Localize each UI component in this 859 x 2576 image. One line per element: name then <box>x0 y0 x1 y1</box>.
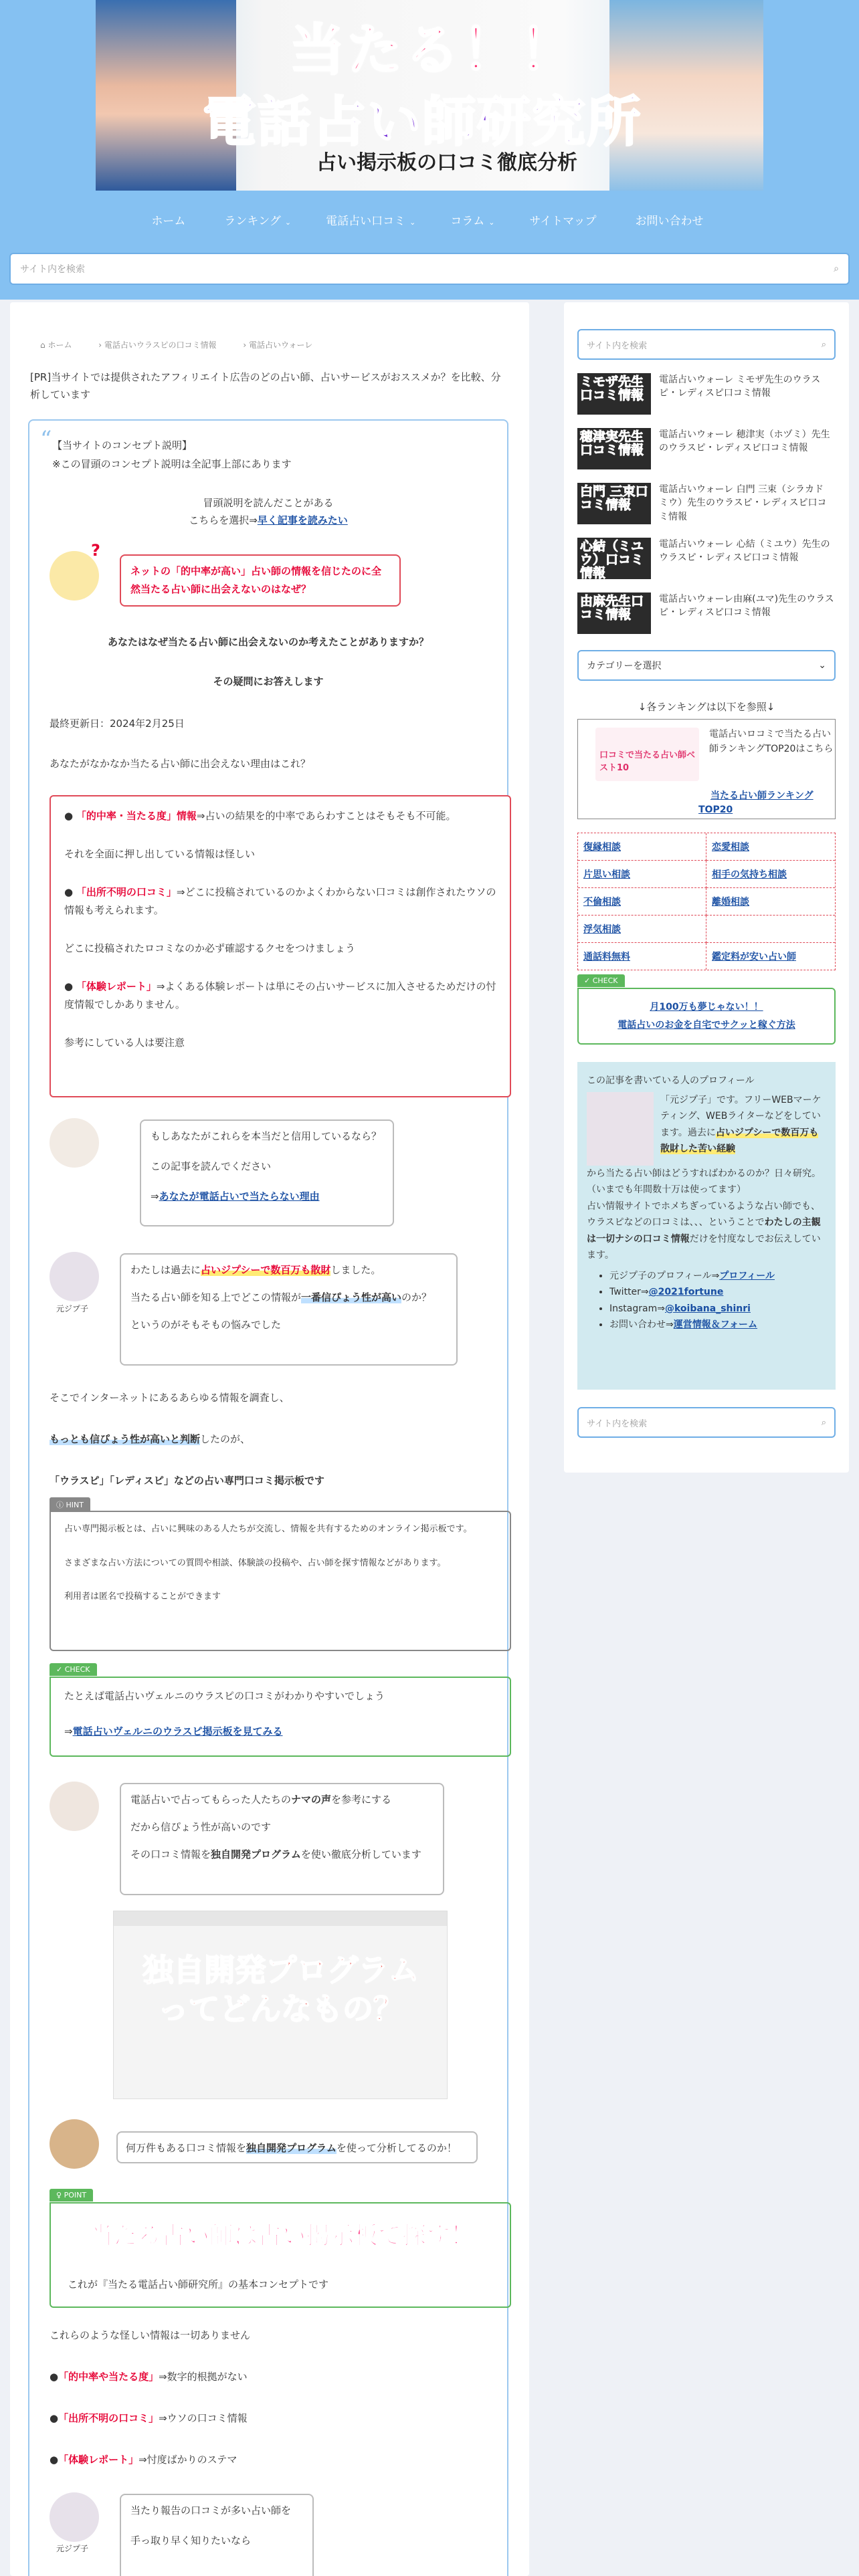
profile-title: この記事を書いている人のプロフィール <box>587 1075 755 1087</box>
quote-icon: “ <box>40 426 52 453</box>
cat-uwaki[interactable]: 浮気相談 <box>583 924 621 935</box>
cat-renai[interactable]: 恋愛相談 <box>712 842 749 853</box>
skip-link[interactable]: 早く記事を読みたい <box>257 514 348 526</box>
check-link-1[interactable]: 月100万も夢じゃない！！ <box>650 1002 763 1012</box>
chevron-down-icon: ⌄ <box>488 218 495 227</box>
skip-line: こちらを選択⇒早く記事を読みたい <box>189 514 348 526</box>
cat-cheap[interactable]: 鑑定料が安い占い師 <box>712 952 796 962</box>
ranking-box <box>577 719 836 819</box>
program-image <box>113 1911 448 2099</box>
pr-notice: [PR]当サイトでは提供されたアフィリエイト広告のどの占い師、占いサービスがおススメか？を比較、分析しています <box>30 371 501 401</box>
check-box: たとえば電話占いヴェルニのウラスピの口コミがわかりやすいでしょう ⇒電話占いヴェルニのウラスピ掲示板を見てみる <box>50 1677 511 1757</box>
updated-date: 最終更新日：2024年2月25日 <box>50 718 185 730</box>
sidebar-article-3[interactable]: 白門 三束口コミ情報 電話占いウォーレ 白門 三束（シラカド ミウ）先生のウラスピ・レディスピ口コミ情報 <box>577 483 836 524</box>
banner-title-line1: 当たる！！ <box>290 19 578 82</box>
reason-2-summary: どこに投稿されたロコミなのか必ず確認するクセをつけましょう <box>64 942 356 954</box>
check-link-2[interactable]: 電話占いのお金を自宅でサクッと稼ぐ方法 <box>617 1019 795 1031</box>
chevron-down-icon: ⌄ <box>284 218 292 227</box>
sidebar-search-input-2[interactable]: サイト内を検索 ⌕ <box>577 1407 836 1438</box>
breadcrumb <box>10 302 529 350</box>
final-text-4: ●「体験レポート」⇒忖度ばかりのステマ <box>50 2454 237 2466</box>
not-hit-reason-link[interactable]: あなたが電話占いで当たらない理由 <box>159 1190 320 1202</box>
point-box <box>50 2202 511 2308</box>
point-tag: ♀ POINT <box>50 2189 93 2202</box>
banner-title-line2: 電話占い師研究所 <box>203 91 642 153</box>
why-text: あなたがなかなか当たる占い師に出会えない理由はこれ？ <box>50 758 311 770</box>
author-avatar <box>50 1252 99 1301</box>
search-icon[interactable]: ⌕ <box>834 263 839 274</box>
reason-1-summary: それを全面に押し出している情報は怪しい <box>64 848 256 860</box>
breadcrumb-home[interactable]: ⌂ ホーム <box>40 340 72 350</box>
site-header <box>0 0 859 191</box>
breadcrumb-current[interactable]: › 電話占いウォーレ <box>243 340 313 350</box>
concept-note: ※この冒頭のコンセプト説明は全記事上部にあります <box>52 458 292 470</box>
author-bubble: わたしは過去に占いジプシーで数百万も散財しました。 当たる占い師を知る上でどこの情報が一番信ぴょう性が高いのか？ というのがそもそもの悩みでした <box>120 1253 458 1366</box>
main-article <box>10 302 529 2576</box>
sidebar-search-input[interactable]: サイト内を検索 ⌕ <box>577 329 836 360</box>
banner-subtitle: 占い掲示板の口コミ徹底分析 <box>316 151 577 175</box>
profile-link-3: • Instagram⇒@koibana_shinri <box>609 1301 826 1317</box>
final-text-1: これらのような怪しい情報は一切ありません <box>50 2329 251 2341</box>
search-icon[interactable]: ⌕ <box>821 1417 826 1428</box>
question-bubble: ネットの「的中率が高い」占い師の情報を信じたのに全然当たる占い師に出会えないのはなぜ？ <box>120 554 401 607</box>
nav-contact[interactable]: お問い合わせ <box>635 215 704 228</box>
reason-3-summary: 参考にしている人は要注意 <box>64 1037 185 1049</box>
category-grid <box>577 833 836 970</box>
cat-furin[interactable]: 不倫相談 <box>583 897 621 907</box>
profile-link-2: • Twitter⇒@2021fortune <box>609 1284 826 1301</box>
read-article-bubble: もしあなたがこれらを本当だと信用しているなら？ この記事を読んでください ⇒あなたが電話占いで当たらない理由 <box>140 1119 394 1226</box>
chevron-down-icon: ⌄ <box>409 218 416 227</box>
cat-aite[interactable]: 相手の気持ち相談 <box>712 869 787 880</box>
program-image-text: 独自開発プログラムってどんなもの？ <box>142 1952 419 2027</box>
sidebar <box>564 302 849 1506</box>
profile-link-4: • お問い合わせ⇒運営情報＆フォーム <box>609 1317 826 1333</box>
point-text: これが『当たる電話占い師研究所』の基本コンセプトです <box>68 2278 329 2290</box>
ranking-link[interactable]: 当たる占い師ランキングTOP20 <box>698 790 814 815</box>
cat-free-call[interactable]: 通話料無料 <box>583 952 630 962</box>
research-result: もっとも信ぴょう性が高いと判断したのが、 <box>50 1433 251 1445</box>
nav-ranking[interactable]: ランキング ⌄ <box>224 215 292 228</box>
skip-text: 冒頭説明を読んだことがある <box>203 497 334 509</box>
vernis-board-link[interactable]: 電話占いヴェルニのウラスピ掲示板を見てみる <box>72 1725 283 1737</box>
header-banner[interactable] <box>96 0 763 191</box>
cat-fukuen[interactable]: 復縁相談 <box>583 842 621 853</box>
sidebar-card <box>564 302 849 1473</box>
concept-title: 【当サイトのコンセプト説明】 <box>52 439 192 451</box>
thinking-woman-avatar <box>50 1782 99 1831</box>
question-mark-icon: ? <box>91 541 100 560</box>
sidebar-check-tag: ✓ CHECK <box>577 974 625 987</box>
search-icon[interactable]: ⌕ <box>821 339 826 350</box>
top-search <box>0 249 859 300</box>
sidebar-article-2[interactable]: 穂津実先生口コミ情報 電話占いウォーレ 穂津実（ホヅミ）先生のウラスピ・レディスピ口コミ情報 <box>577 428 836 469</box>
profile-photo <box>587 1092 654 1166</box>
research-text: そこでインターネットにあるあらゆる情報を調査し、 <box>50 1392 290 1404</box>
sidebar-check <box>577 976 836 1045</box>
concept-box <box>28 419 508 2576</box>
main-nav <box>0 191 859 249</box>
nav-reviews[interactable]: 電話占い口コミ ⌄ <box>326 215 416 228</box>
reasons-box <box>50 795 511 1097</box>
category-select[interactable]: カテゴリーを選択 ⌄ <box>577 650 836 681</box>
point-title: 当たる占い師は占い掲示板で探す！ <box>88 2222 474 2250</box>
board-text: 「ウラスピ」「レディスピ」などの占い専門口コミ掲示板です <box>50 1475 324 1487</box>
hint-tag: ⓘ HINT <box>50 1497 90 1512</box>
nav-home[interactable]: ホーム <box>151 215 186 228</box>
bear-avatar <box>50 2119 99 2169</box>
pointing-woman-avatar <box>50 1118 99 1168</box>
final-text-3: ●「出所不明の口コミ」⇒ウソの口コミ情報 <box>50 2412 248 2424</box>
search-input[interactable]: サイト内を検索 ⌕ <box>9 253 850 285</box>
sidebar-article-5[interactable]: 由麻先生口コミ情報 電話占いウォーレ由麻(ユマ)先生のウラスピ・レディスピ口コミ情報 <box>577 593 836 634</box>
breadcrumb-category[interactable]: › 電話占いウラスピの口コミ情報 <box>98 340 217 350</box>
nav-sitemap[interactable]: サイトマップ <box>529 215 597 228</box>
reason-1: ● 「的中率・当たる度」情報⇒占いの結果を的中率であらわすことはそもそも不可能。 <box>64 810 456 822</box>
ranking-note: ↓各ランキングは以下を参照↓ <box>638 701 775 713</box>
bear-bubble: 何万件もある口コミ情報を独自開発プログラムを使って分析してるのか！ <box>116 2131 478 2163</box>
question-2: その疑問にお答えします <box>213 675 324 687</box>
author-name: 元ジプ子 <box>56 1304 89 1313</box>
sidebar-article-4[interactable]: 心結（ミユウ）口コミ情報 電話占いウォーレ 心結（ミユウ）先生のウラスピ・レディスピ口コミ情報 <box>577 538 836 579</box>
author-name-2: 元ジプ子 <box>56 2544 89 2553</box>
final-bubble: 当たり報告の口コミが多い占い師を 手っ取り早く知りたいなら <box>120 2494 314 2576</box>
author-avatar-2 <box>50 2492 99 2542</box>
profile-link-1: • 元ジプ子のプロフィール⇒プロフィール <box>609 1268 826 1285</box>
ranking-text: 電話占いロコミで当たる占い師ランキングTOP20はこちら <box>709 729 834 754</box>
check-tag: ✓ CHECK <box>50 1663 97 1676</box>
profile-box: この記事を書いている人のプロフィール 「元ジプ子」です。フリーWEBマーケティング、WEBライターなどをしています。過去に占いジプシーで数百万も散財した苦い経験 から当たる占い師はどうすればわかるのか？日々研究。 （いまでも年間数十万は使ってます） 占い情報サイトでホメちぎっているような占い師でも、ウラスピなどの口コミは、、、ということでわたしの主観は一切ナシの口コミ情報だけを忖度なしでお伝えしています。 • 元ジプ子のプロフィール⇒プロフィール • Twitter⇒@2021fortune • Instagram⇒@koibana_shinri • お問い合わせ⇒運営情報＆フォーム <box>577 1062 836 1390</box>
cat-kataomoi[interactable]: 片思い相談 <box>583 869 630 880</box>
reason-2: ● 「出所不明の口コミ」⇒どこに投稿されているのかよくわからない口コミは創作されたウソの情報も考えられます。 <box>64 886 496 916</box>
hint-box: 占い専門掲示板とは、占いに興味のある人たちが交流し、情報を共有するためのオンライン掲示板です。 さまざまな占い方法についての質問や相談、体験談の投稿や、占い師を探す情報などがあります。 利用者は匿名で投稿することができます <box>50 1511 511 1651</box>
voice-bubble: 電話占いで占ってもらった人たちのナマの声を参考にする だから信ぴょう性が高いのです その口コミ情報を独自開発プログラムを使い徹底分析しています <box>120 1783 444 1895</box>
reason-3: ● 「体験レポート」⇒よくある体験レポートは単にその占いサービスに加入させるためだけの忖度情報でしかありません。 <box>64 980 496 1010</box>
final-text-2: ●「的中率や当たる度」⇒数字的根拠がない <box>50 2371 248 2383</box>
nav-column[interactable]: コラム ⌄ <box>450 215 495 228</box>
chevron-down-icon: ⌄ <box>818 660 826 671</box>
ranking-image[interactable]: 口コミで当たる占い師ベスト10 <box>595 728 699 781</box>
question-1: あなたはなぜ当たる占い師に出会えないのか考えたことがありますか？ <box>107 636 429 648</box>
cat-rikon[interactable]: 離婚相談 <box>712 897 749 907</box>
sidebar-article-1[interactable]: ミモザ先生口コミ情報 電話占いウォーレ ミモザ先生のウラスピ・レディスピ口コミ情報 <box>577 373 836 415</box>
